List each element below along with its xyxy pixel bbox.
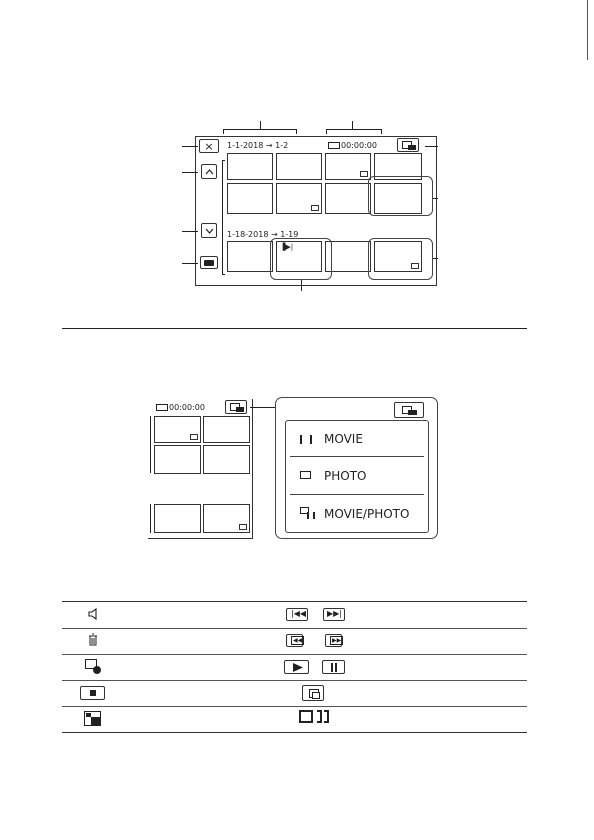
loop-icon (302, 685, 324, 701)
media-type-button-2[interactable] (225, 400, 247, 414)
menu-item-movie[interactable]: MOVIE (290, 424, 424, 457)
volume-icon (87, 608, 99, 620)
photo-icon (360, 171, 368, 177)
callout-bracket-tc-r (381, 129, 382, 134)
callout-down (182, 231, 198, 232)
callout-bracket-timecode (326, 129, 381, 130)
playback-settings-icon (85, 659, 101, 675)
thumbnail[interactable] (154, 504, 201, 533)
table-row-rule (62, 654, 527, 655)
film-icon (156, 404, 168, 411)
callout-bracket-date-r (296, 129, 297, 134)
photo-icon (311, 205, 319, 211)
playback-mode-button[interactable] (200, 256, 218, 269)
callout-line-movie (301, 280, 302, 291)
photo-icon (239, 524, 247, 530)
chevron-up-icon (205, 169, 214, 175)
rewind-icon: ◀◀ (286, 634, 303, 647)
menu-item-photo[interactable]: PHOTO (290, 459, 424, 495)
frame-icon (299, 710, 330, 724)
event-bar-2 (150, 416, 151, 473)
table-row-rule (62, 706, 527, 707)
movie-photo-icon-film (236, 407, 244, 412)
close-button[interactable] (199, 139, 219, 153)
stop-icon (80, 686, 105, 700)
thumbnail[interactable] (325, 183, 371, 214)
callout-line-timecode (352, 121, 353, 129)
timecode-display: 00:00:00 (328, 141, 377, 150)
event-bar (222, 160, 223, 275)
thumbnail[interactable] (276, 153, 322, 180)
photo-icon (190, 434, 198, 440)
date-range-label-2: 1-18-2018 → 1-19 (227, 230, 299, 239)
thumbnail[interactable] (227, 153, 273, 180)
movie-index-icon: ▐▶| (280, 243, 294, 251)
event-bar-bottom (222, 274, 225, 275)
callout-media (425, 146, 438, 147)
film-icon (307, 512, 315, 519)
thumbnail[interactable] (227, 241, 273, 272)
scroll-down-button[interactable] (201, 223, 217, 238)
movie-bracket (270, 238, 332, 280)
callout-bracket-tc-l (326, 129, 327, 134)
selected-bracket (368, 176, 433, 216)
thumbnail[interactable] (203, 504, 250, 533)
event-bar-top (222, 160, 225, 161)
connector-line (250, 407, 276, 408)
callout-close (182, 146, 198, 147)
scroll-up-button[interactable] (201, 164, 217, 179)
delete-icon (88, 633, 98, 646)
table-row-rule (62, 628, 527, 629)
event-view-icon (204, 260, 214, 266)
close-icon: × (204, 139, 214, 153)
pause-icon (322, 660, 345, 674)
media-select-icon (84, 711, 101, 726)
media-type-button[interactable] (397, 138, 419, 152)
photo-bracket (368, 238, 433, 280)
callout-up (182, 172, 198, 173)
callout-line-date (260, 121, 261, 129)
section-divider (62, 328, 527, 329)
film-icon (328, 142, 340, 149)
chevron-down-icon (205, 228, 214, 234)
play-icon (284, 660, 309, 674)
callout-bracket-date-l (223, 129, 224, 134)
movie-photo-icon-film (408, 410, 417, 415)
photo-icon (300, 471, 311, 479)
table-top-rule (62, 601, 527, 602)
thumbnail[interactable] (276, 183, 322, 214)
thumbnail[interactable] (325, 153, 371, 180)
table-row-rule (62, 680, 527, 681)
movie-photo-icon-film (408, 145, 416, 150)
menu-item-movie-photo[interactable]: MOVIE/PHOTO (290, 497, 424, 531)
date-range-label: 1-1-2018 → 1-2 (227, 141, 289, 150)
fast-forward-icon: ▶▶ (325, 634, 342, 647)
event-bar-3 (150, 504, 151, 533)
thumbnail[interactable] (154, 416, 201, 443)
media-type-button-popup[interactable] (394, 402, 424, 418)
thumbnail[interactable] (227, 183, 273, 214)
callout-mode (182, 263, 198, 264)
thumbnail[interactable] (154, 445, 201, 474)
table-bottom-rule (62, 732, 527, 733)
top-vertical-rule (587, 0, 588, 60)
thumbnail[interactable] (203, 416, 250, 443)
film-icon (300, 435, 312, 444)
thumbnail[interactable] (203, 445, 250, 474)
next-icon: ▶▶| (323, 608, 345, 621)
callout-bracket-date (223, 129, 296, 130)
timecode-display-2: 00:00:00 (156, 403, 205, 412)
previous-icon: |◀◀ (286, 608, 308, 621)
